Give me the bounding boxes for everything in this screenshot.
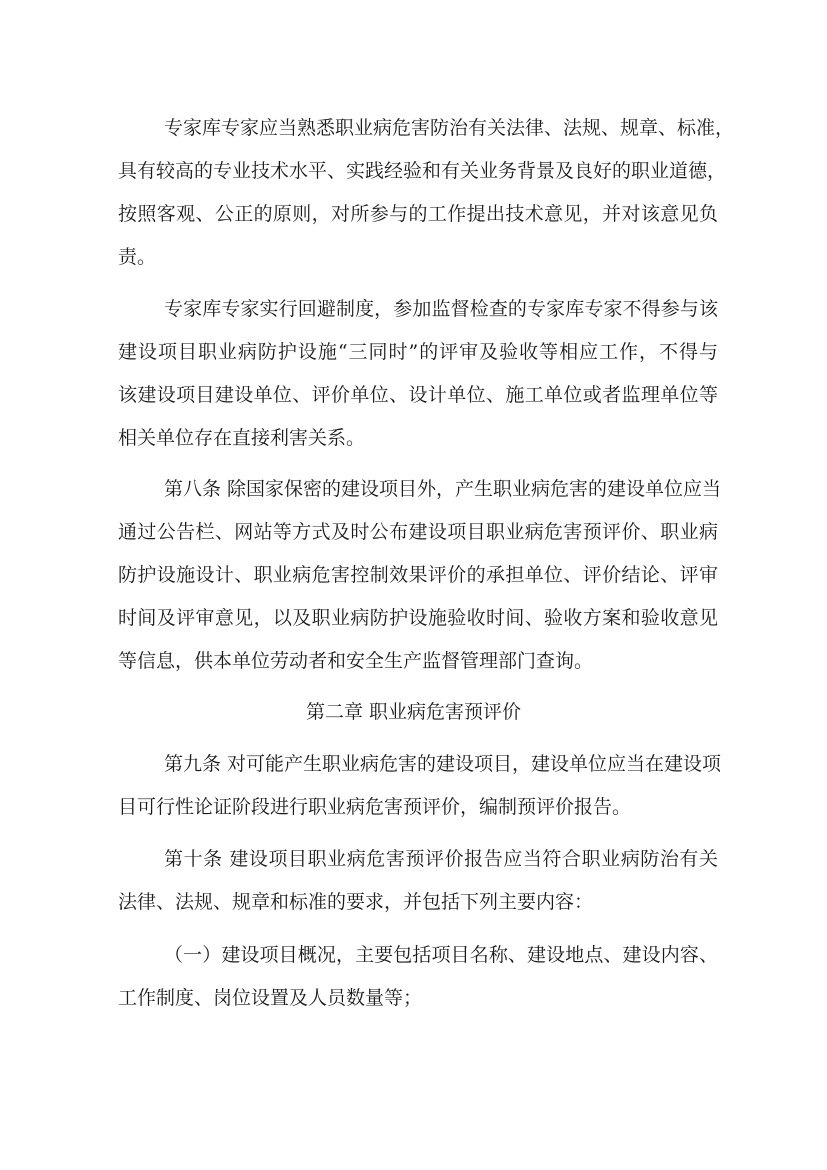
article-10-line-2: 法律、法规、规章和标准的要求，并包括下列主要内容： <box>118 891 594 913</box>
paragraph-2-line-4: 相关单位存在直接利害关系。 <box>118 427 366 449</box>
article-9-line-1: 第九条 对可能产生职业病危害的建设项目，建设单位应当在建设项 <box>164 753 722 775</box>
article-10-line-1: 第十条 建设项目职业病危害预评价报告应当符合职业病防治有关 <box>164 848 718 870</box>
paragraph-1-line-4: 责。 <box>118 246 157 268</box>
item-1-line-1: （一）建设项目概况，主要包括项目名称、建设地点、建设内容、 <box>164 944 718 966</box>
paragraph-2-line-3: 该建设项目建设单位、评价单位、设计单位、施工单位或者监理单位等 <box>118 384 718 406</box>
article-8-line-2: 通过公告栏、网站等方式及时公布建设项目职业病危害预评价、职业病 <box>118 521 718 543</box>
paragraph-1-line-2: 具有较高的专业技术水平、实践经验和有关业务背景及良好的职业道德， <box>118 160 727 182</box>
item-1-line-2: 工作制度、岗位设置及人员数量等； <box>118 987 423 1009</box>
article-9-line-2: 目可行性论证阶段进行职业病危害预评价，编制预评价报告。 <box>118 796 632 818</box>
paragraph-1-line-3: 按照客观、公正的原则，对所参与的工作提出技术意见，并对该意见负 <box>118 203 718 225</box>
article-8-line-4: 时间及评审意见，以及职业病防护设施验收时间、验收方案和验收意见 <box>118 607 718 629</box>
paragraph-2-line-2: 建设项目职业病防护设施“三同时”的评审及验收等相应工作，不得与 <box>118 341 718 363</box>
article-8-line-5: 等信息，供本单位劳动者和安全生产监督管理部门查询。 <box>118 650 594 672</box>
paragraph-1-line-1: 专家库专家应当熟悉职业病危害防治有关法律、法规、规章、标准， <box>164 117 735 139</box>
article-8-line-3: 防护设施设计、职业病危害控制效果评价的承担单位、评价结论、评审 <box>118 564 718 586</box>
article-8-line-1: 第八条 除国家保密的建设项目外，产生职业病危害的建设单位应当 <box>164 478 722 500</box>
paragraph-2-line-1: 专家库专家实行回避制度，参加监督检查的专家库专家不得参与该 <box>164 298 718 320</box>
chapter-heading: 第二章 职业病危害预评价 <box>305 701 522 723</box>
